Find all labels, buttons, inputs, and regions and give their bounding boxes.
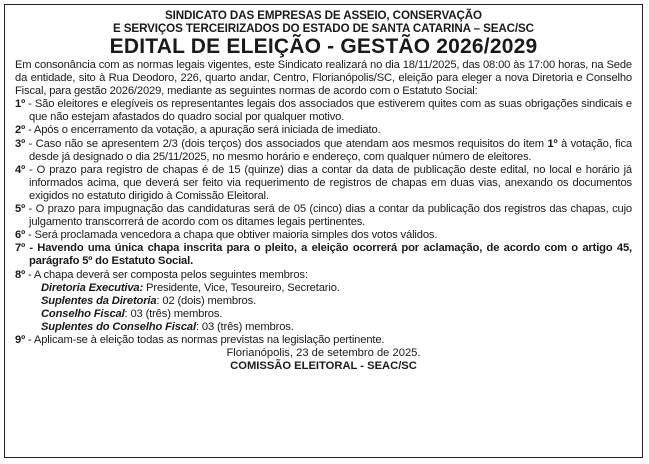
intro-paragraph: Em consonância com as normas legais vigentes, este Sindicato realizará no dia 18/11/2025, das 08:00 às 17:00 horas, na Sede da entidade, sito à Rua Deodoro, 226, quarto andar, Centro, Florianópolis/SC, eleição para eleger a nova Diretoria e Conselho Fiscal, para gestão 2026/2029, mediante as seguintes normas de acordo com o Estatuto Social: — [15, 59, 632, 98]
item-text: - O prazo para impugnação das candidaturas será de 05 (cinco) dias a contar da publicação dos registros das chapas, cujo julgamento transcorrerá de acordo com os ditames legais pertinentes. — [25, 203, 632, 229]
item-text: - Após o encerramento da votação, a apuração será iniciada de imediato. — [25, 124, 381, 137]
member-value: : 02 (dois) membros. — [156, 294, 257, 307]
item-number: 7º — [15, 242, 26, 255]
member-role: Diretoria Executiva: — [41, 281, 144, 294]
member-role: Conselho Fiscal — [41, 307, 125, 320]
item-number: 4º — [15, 163, 26, 176]
member-value: Presidente, Vice, Tesoureiro, Secretario. — [143, 281, 340, 294]
item-text: - Aplicam-se à eleição todas as normas previstas na legislação pertinente. — [25, 333, 385, 346]
item-8 — [15, 269, 632, 282]
item-text: - Havendo uma única chapa inscrita para o pleito, a eleição ocorrerá por aclamação, de acordo com o artigo 45, parágrafo 5º do Estatuto Social. — [25, 242, 632, 268]
item-9 — [15, 334, 632, 347]
item-text: - Será proclamada vencedora a chapa que obtiver maioria simples dos votos válidos. — [25, 229, 438, 242]
member-value: : 03 (três) membros. — [124, 307, 223, 320]
item-text: - O prazo para registro de chapas é de 15 (quinze) dias a contar da data de publicação deste edital, no local e horário já informados acima, que deverá ser feito via requerimento de registros de chapas em duas vias, anexando os documentos exigidos no estatuto dirigido à Comissão Eleitoral. — [25, 163, 632, 202]
member-value: : 03 (três) membros. — [195, 320, 294, 333]
item-number: 9º — [15, 333, 26, 346]
member-role: Suplentes da Diretoria — [41, 294, 157, 307]
item-5 — [15, 203, 632, 229]
item-text-a: - Caso não se apresentem 2/3 (dois terços) dos associados que atendam aos mesmos requisitos do item — [25, 137, 548, 150]
edital-frame — [4, 4, 643, 458]
item-1 — [15, 98, 632, 124]
member-line-suplentes-diretoria — [15, 295, 632, 308]
item-number: 2º — [15, 124, 26, 137]
member-line-diretoria — [15, 282, 632, 295]
signature: COMISSÃO ELEITORAL - SEAC/SC — [230, 360, 417, 373]
item-6 — [15, 229, 632, 242]
item-number: 6º — [15, 229, 26, 242]
item-number: 5º — [15, 203, 26, 216]
place-date: Florianópolis, 23 de setembro de 2025. — [226, 347, 421, 360]
item-reference: 1º — [547, 137, 558, 150]
item-text-b: à votação, fica desde já designado o dia 25/11/2025, no mesmo horário e endereço, com qualquer número de eleitores. — [29, 137, 632, 163]
item-3 — [15, 138, 632, 164]
union-name-line2: E SERVIÇOS TERCEIRIZADOS DO ESTADO DE SANTA CATARINA – SEAC/SC — [113, 22, 534, 35]
item-text: - São eleitores e elegíveis os representantes legais dos associados que estiverem quites com as suas obrigações sindicais e que não estejam afastados do quadro social por qualquer motivo. — [25, 98, 632, 124]
union-name-line1: SINDICATO DAS EMPRESAS DE ASSEIO, CONSERVAÇÃO — [165, 9, 482, 22]
item-2 — [15, 124, 632, 137]
item-number: 8º — [15, 268, 26, 281]
item-7 — [15, 242, 632, 268]
item-number: 3º — [15, 137, 26, 150]
item-number: 1º — [15, 98, 26, 111]
member-line-conselho-fiscal — [15, 308, 632, 321]
item-4 — [15, 164, 632, 203]
edital-title: EDITAL DE ELEIÇÃO - GESTÃO 2026/2029 — [109, 35, 538, 58]
member-role: Suplentes do Conselho Fiscal — [41, 320, 196, 333]
member-line-suplentes-conselho — [15, 321, 632, 334]
item-text: - A chapa deverá ser composta pelos seguintes membros: — [25, 268, 308, 281]
